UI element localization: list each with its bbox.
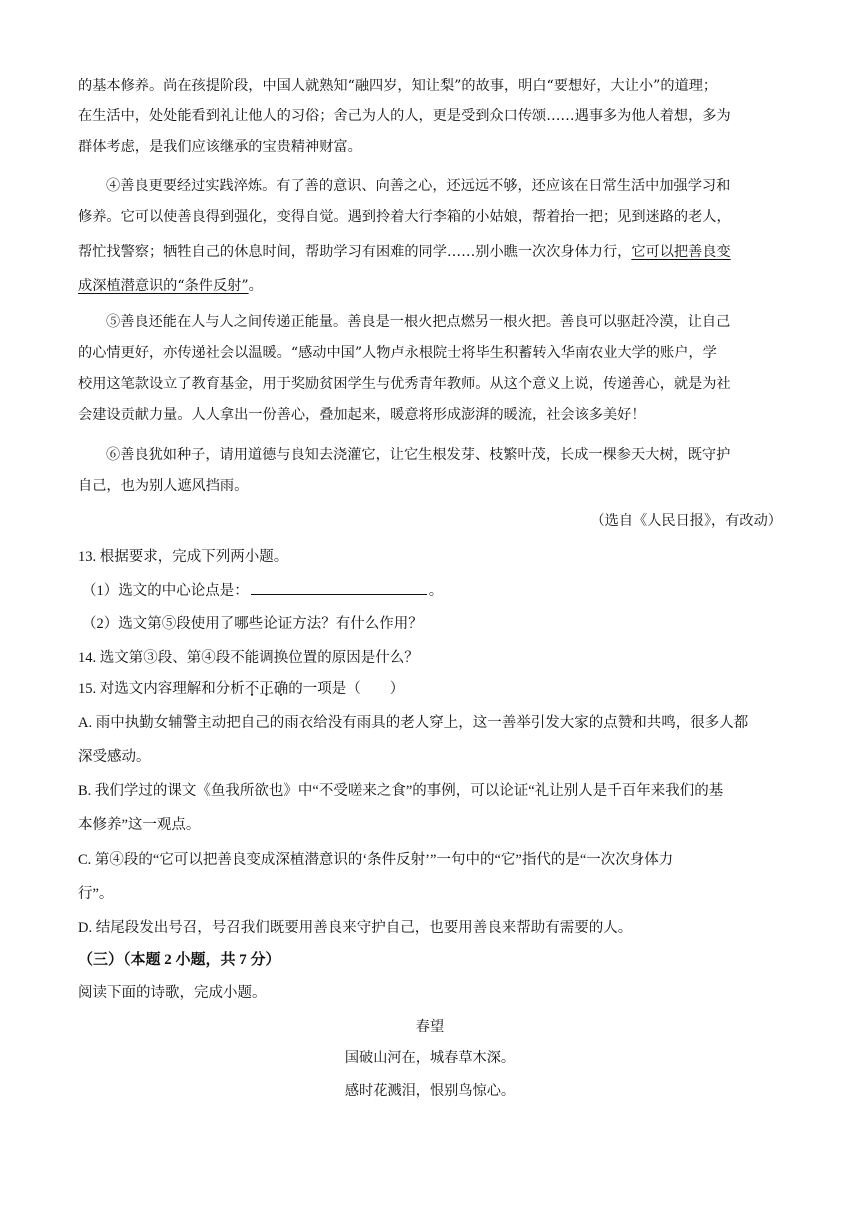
question-15-prompt: 15. 对选文内容理解和分析 [78, 681, 245, 697]
option-b-line1[interactable]: B. 我们学过的课文《鱼我所欲也》中“不受嗟来之食”的事例，可以论证“礼让别人是千百年来我们的基 [78, 783, 724, 799]
emphasis-char-1: 不 [244, 681, 260, 697]
question-13-1 [82, 580, 443, 601]
emphasis-char-2: 正 [259, 681, 274, 697]
question-15-end: 的一项是（ ） [288, 681, 405, 697]
p4-line1: ④善良更要经过实践淬炼。有了善的意识、向善之心，还远远不够，还应该在日常生活中加强学习和 [106, 178, 731, 194]
p5-line4: 会建设贡献力量。人人拿出一份善心，叠加起来，暖意将形成澎湃的暖流，社会该多美好！ [78, 407, 646, 423]
p4-line3 [78, 242, 731, 262]
p4-line3-plain: 帮忙找警察；牺牲自己的休息时间，帮助学习有困难的同学……别小瞧一次次身体力行， [78, 244, 632, 260]
answer-blank[interactable] [251, 580, 427, 595]
p5-line1: ⑤善良还能在人与人之间传递正能量。善良是一根火把点燃另一根火把。善良可以驱赶冷漠，让自己 [106, 314, 731, 330]
poem-title: 春望 [415, 1019, 445, 1035]
p5-line2: 的心情更好，亦传递社会以温暖。“感动中国”人物卢永根院士将毕生积蓄转入华南农业大学的账户，学 [78, 345, 717, 361]
p4-underlined-sentence-part1: 它可以把善良变 [631, 244, 731, 260]
option-c-line2: 行”。 [78, 886, 114, 902]
question-13-2: （2）选文第⑤段使用了哪些论证方法？有什么作用？ [82, 616, 423, 632]
p3-line2: 在生活中，处处能看到礼让他人的习俗；舍己为人的人，更是受到众口传颂……遇事多为他人着想，多为 [78, 108, 731, 124]
poem-line-1: 国破山河在，城春草木深。 [344, 1050, 516, 1066]
option-d[interactable]: D. 结尾段发出号召，号召我们既要用善良来守护自己，也要用善良来帮助有需要的人。 [78, 920, 633, 936]
question-13-1-prompt: （1）选文的中心论点是： [82, 583, 249, 599]
question-13-1-end: 。 [428, 583, 444, 599]
p6-line1: ⑥善良犹如种子，请用道德与良知去浇灌它，让它生根发芽、枝繁叶茂，长成一棵参天大树，既守护 [106, 447, 731, 463]
section-heading: （三）（本题 2 小题，共 7 分） [78, 952, 281, 968]
option-a-line2: 深受感动。 [78, 749, 151, 765]
p3-line1: 的基本修养。尚在孩提阶段，中国人就熟知“融四岁，知让梨”的故事，明白“要想好，大让小”的道理； [78, 78, 718, 94]
option-b-line2: 本修养”这一观点。 [78, 817, 201, 833]
p4-underlined-sentence-part2: 成深植潜意识的“条件反射” [78, 278, 249, 294]
option-c-line1[interactable]: C. 第④段的“它可以把善良变成深植潜意识的‘条件反射’”一句中的“它”指代的是“一次次身体力 [78, 852, 674, 868]
option-a-line1[interactable]: A. 雨中执勤女辅警主动把自己的雨衣给没有雨具的老人穿上，这一善举引发大家的点赞和共鸣，很多人都 [78, 715, 749, 731]
p4-line4 [78, 276, 263, 296]
emphasis-char-3: 确 [273, 681, 289, 697]
section-instruction: 阅读下面的诗歌，完成小题。 [78, 985, 267, 1001]
question-13: 13. 根据要求，完成下列两小题。 [78, 549, 289, 565]
poem-line-2: 感时花溅泪，恨别鸟惊心。 [344, 1083, 516, 1099]
p4-line4-end: 。 [248, 278, 263, 294]
p3-line3: 群体考虑，是我们应该继承的宝贵精神财富。 [78, 139, 362, 155]
source-citation: （选自《人民日报》，有改动） [590, 513, 782, 529]
question-15 [78, 679, 404, 699]
p5-line3: 校用这笔款设立了教育基金，用于奖励贫困学生与优秀青年教师。从这个意义上说，传递善心，就是为社 [78, 376, 731, 392]
p4-line2: 修养。它可以使善良得到强化，变得自觉。遇到拎着大行李箱的小姑娘，帮着抬一把；见到迷路的老人， [78, 209, 731, 225]
p6-line2: 自己，也为别人遮风挡雨。 [78, 478, 249, 494]
question-14: 14. 选文第③段、第④段不能调换位置的原因是什么？ [78, 650, 419, 666]
